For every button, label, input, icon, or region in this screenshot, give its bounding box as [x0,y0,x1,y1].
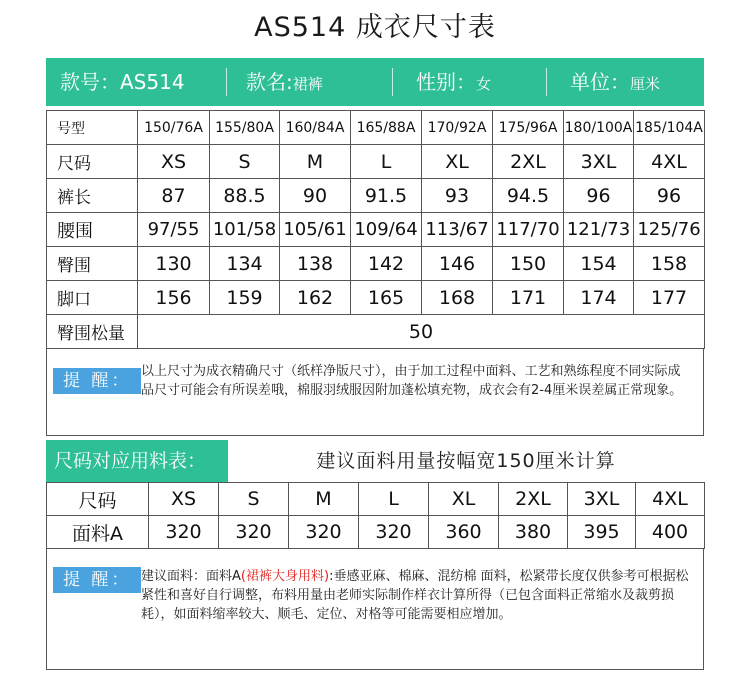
size-cell: 180/100A [564,111,634,145]
row-label: 号型 [47,111,138,145]
size-cell: 96 [634,179,705,213]
hip-ease-value: 50 [138,315,705,349]
product-header-bar [46,58,704,106]
size-cell: 3XL [564,145,634,179]
fabric-amount-row [47,516,705,549]
size-cell: 162 [280,281,351,315]
notice-text: 以上尺寸为成衣精确尺寸（纸样净版尺寸），由于加工过程中面料、工艺和熟练程度不同实际成品尺寸可能会有所误差哦，棉服羽绒服因附加蓬松填充物，成衣会有2-4厘米误差属正常现象。 [141,364,683,398]
fabric-size-cell: S [219,483,289,516]
fabric-section-header [46,440,704,482]
row-label: 脚口 [47,281,138,315]
fabric-amount-label: 面料A [47,516,149,549]
fabric-size-cell: M [289,483,359,516]
fabric-section-title: 尺码对应用料表： [46,440,228,482]
size-cell: 113/67 [422,213,493,247]
fabric-amount-cell: 400 [636,516,705,549]
row-label: 臀围 [47,247,138,281]
fabric-amount-cell: 320 [289,516,359,549]
fabric-amount-cell: 360 [429,516,499,549]
size-cell: 175/96A [493,111,564,145]
size-cell: 101/58 [210,213,280,247]
header-divider [226,68,227,96]
size-cell: 109/64 [351,213,422,247]
size-cell: 160/84A [280,111,351,145]
size-cell: 168 [422,281,493,315]
size-cell: 170/92A [422,111,493,145]
fabric-amount-cell: 320 [359,516,429,549]
size-cell: 134 [210,247,280,281]
size-cell: 146 [422,247,493,281]
header-divider [546,68,547,96]
fabric-size-cell: 3XL [568,483,636,516]
notice-box [46,348,704,436]
size-table-row [47,281,705,315]
size-cell: 142 [351,247,422,281]
fabric-amount-cell: 320 [149,516,219,549]
size-cell: 165/88A [351,111,422,145]
row-label: 裤长 [47,179,138,213]
size-table-row [47,111,705,145]
size-cell: 130 [138,247,210,281]
size-cell: 94.5 [493,179,564,213]
row-label: 尺码 [47,145,138,179]
size-cell: XL [422,145,493,179]
size-cell: M [280,145,351,179]
size-cell: 154 [564,247,634,281]
gender: 性别：女 [416,70,492,94]
size-cell: 177 [634,281,705,315]
fabric-size-row [47,483,705,516]
fabric-size-label: 尺码 [47,483,149,516]
size-cell: 88.5 [210,179,280,213]
size-cell: 2XL [493,145,564,179]
size-cell: 87 [138,179,210,213]
row-label: 腰围 [47,213,138,247]
fabric-notice-box [46,549,704,670]
fabric-table [46,482,705,549]
fabric-amount-cell: 380 [499,516,568,549]
size-cell: 121/73 [564,213,634,247]
size-cell: 91.5 [351,179,422,213]
notice-badge: 提 醒： [53,368,141,394]
size-cell: 185/104A [634,111,705,145]
size-cell: 171 [493,281,564,315]
size-table-row [47,213,705,247]
unit: 单位：厘米 [570,70,661,94]
size-cell: 159 [210,281,280,315]
size-cell: 97/55 [138,213,210,247]
fabric-size-cell: XL [429,483,499,516]
size-cell: S [210,145,280,179]
size-cell: XS [138,145,210,179]
style-number: 款号：AS514 [60,70,185,94]
size-cell: 105/61 [280,213,351,247]
size-cell: 174 [564,281,634,315]
fabric-notice-badge: 提 醒： [53,567,141,593]
size-cell: 165 [351,281,422,315]
size-cell: 155/80A [210,111,280,145]
size-table-row [47,247,705,281]
size-cell: 90 [280,179,351,213]
size-cell: 93 [422,179,493,213]
size-cell: 158 [634,247,705,281]
fabric-notice-text: 建议面料：面料A(裙裤大身用料):垂感亚麻、棉麻、混纺棉 面料，松紧带长度仅供参考可根据松紧性和喜好自行调整，布料用量由老师实际制作样衣计算所得（已包含面料正常缩水及裁剪损耗），如面料缩率较大、顺毛、定位、对格等可能需要相应增加。 [141,569,689,622]
size-cell: L [351,145,422,179]
size-cell: 96 [564,179,634,213]
fabric-size-cell: L [359,483,429,516]
size-cell: 4XL [634,145,705,179]
size-cell: 117/70 [493,213,564,247]
page-title: AS514 成衣尺寸表 [254,12,496,43]
size-cell: 125/76 [634,213,705,247]
hip-ease-label: 臀围松量 [47,315,138,349]
header-divider [392,68,393,96]
hip-ease-row [47,315,705,349]
size-cell: 156 [138,281,210,315]
size-cell: 150 [493,247,564,281]
fabric-size-cell: 2XL [499,483,568,516]
fabric-amount-cell: 320 [219,516,289,549]
size-cell: 150/76A [138,111,210,145]
fabric-size-cell: 4XL [636,483,705,516]
style-name: 款名:裙裤 [246,70,323,94]
fabric-width-note: 建议面料用量按幅宽150厘米计算 [316,450,616,472]
fabric-size-cell: XS [149,483,219,516]
size-table-row [47,179,705,213]
fabric-amount-cell: 395 [568,516,636,549]
size-cell: 138 [280,247,351,281]
size-table-row [47,145,705,179]
size-table [46,110,705,349]
